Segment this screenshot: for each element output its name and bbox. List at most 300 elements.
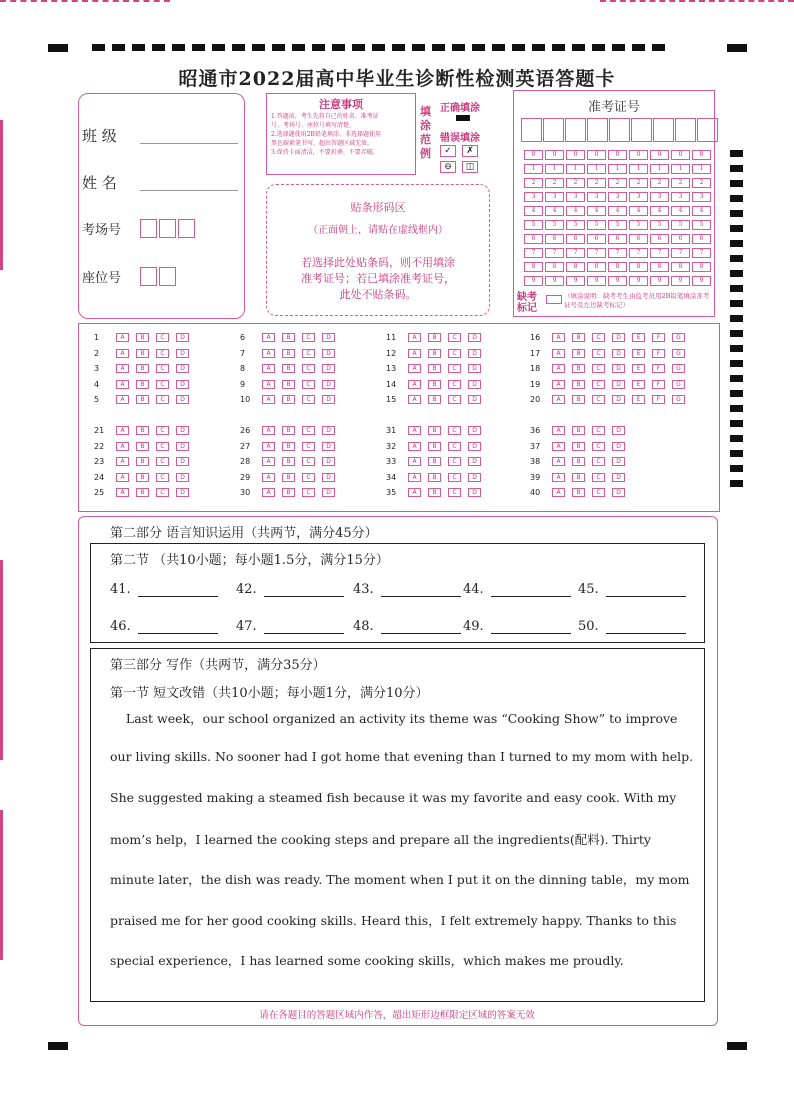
answer-blank-43[interactable] <box>381 596 461 597</box>
exam-id-bubble[interactable]: 9 <box>545 276 564 286</box>
option-c-bubble[interactable]: C <box>302 442 315 451</box>
option-a-bubble[interactable]: A <box>116 488 129 497</box>
option-d-bubble[interactable]: D <box>468 473 481 482</box>
option-d-bubble[interactable]: D <box>612 442 625 451</box>
exam-id-bubble[interactable]: 5 <box>545 220 564 230</box>
option-d-bubble[interactable]: D <box>612 426 625 435</box>
option-c-bubble[interactable]: C <box>592 364 605 373</box>
exam-id-bubble[interactable]: 3 <box>671 192 690 202</box>
exam-id-bubble[interactable]: 1 <box>545 164 564 174</box>
option-d-bubble[interactable]: D <box>322 333 335 342</box>
option-d-bubble[interactable]: D <box>468 395 481 404</box>
exam-id-bubble[interactable]: 6 <box>608 234 627 244</box>
option-a-bubble[interactable]: A <box>552 426 565 435</box>
exam-id-digit-box[interactable] <box>587 118 608 142</box>
option-a-bubble[interactable]: A <box>552 349 565 358</box>
option-d-bubble[interactable]: D <box>322 442 335 451</box>
exam-id-bubble[interactable]: 7 <box>608 248 627 258</box>
option-a-bubble[interactable]: A <box>552 395 565 404</box>
option-b-bubble[interactable]: B <box>136 349 149 358</box>
option-e-bubble[interactable]: E <box>632 364 645 373</box>
option-c-bubble[interactable]: C <box>302 473 315 482</box>
exam-id-digit-box[interactable] <box>631 118 652 142</box>
option-b-bubble[interactable]: B <box>282 333 295 342</box>
exam-id-bubble[interactable]: 8 <box>587 262 606 272</box>
option-b-bubble[interactable]: B <box>572 380 585 389</box>
option-c-bubble[interactable]: C <box>302 380 315 389</box>
option-e-bubble[interactable]: E <box>632 395 645 404</box>
option-a-bubble[interactable]: A <box>552 364 565 373</box>
option-d-bubble[interactable]: D <box>612 473 625 482</box>
option-b-bubble[interactable]: B <box>136 333 149 342</box>
seat-number-field[interactable] <box>140 266 178 286</box>
passage-line[interactable]: minute later，the dish was ready. The moment when I put it on the dinning table，my mom <box>110 872 690 888</box>
exam-id-bubble[interactable]: 1 <box>566 164 585 174</box>
exam-id-bubble[interactable]: 3 <box>545 192 564 202</box>
option-a-bubble[interactable]: A <box>116 364 129 373</box>
exam-id-bubble[interactable]: 0 <box>587 150 606 160</box>
option-c-bubble[interactable]: C <box>156 442 169 451</box>
option-a-bubble[interactable]: A <box>262 488 275 497</box>
option-a-bubble[interactable]: A <box>262 349 275 358</box>
exam-id-bubble[interactable]: 1 <box>608 164 627 174</box>
option-b-bubble[interactable]: B <box>428 349 441 358</box>
option-d-bubble[interactable]: D <box>468 442 481 451</box>
option-d-bubble[interactable]: D <box>612 457 625 466</box>
option-d-bubble[interactable]: D <box>468 426 481 435</box>
option-a-bubble[interactable]: A <box>262 426 275 435</box>
option-b-bubble[interactable]: B <box>282 395 295 404</box>
exam-id-bubble[interactable]: 8 <box>692 262 711 272</box>
passage-line[interactable]: She suggested making a steamed fish because it was my favorite and easy cook. With my <box>110 789 677 805</box>
option-a-bubble[interactable]: A <box>116 349 129 358</box>
answer-blank-47[interactable] <box>264 633 344 634</box>
option-a-bubble[interactable]: A <box>116 333 129 342</box>
exam-id-bubble[interactable]: 1 <box>587 164 606 174</box>
exam-id-bubble[interactable]: 3 <box>524 192 543 202</box>
option-d-bubble[interactable]: D <box>612 364 625 373</box>
exam-id-bubble[interactable]: 7 <box>566 248 585 258</box>
exam-id-bubble[interactable]: 0 <box>545 150 564 160</box>
option-c-bubble[interactable]: C <box>448 380 461 389</box>
room-number-field[interactable] <box>140 218 197 238</box>
exam-id-bubble[interactable]: 5 <box>629 220 648 230</box>
absent-mark-bubble[interactable] <box>546 295 562 304</box>
exam-id-bubble[interactable]: 1 <box>671 164 690 174</box>
option-b-bubble[interactable]: B <box>282 488 295 497</box>
option-g-bubble[interactable]: G <box>672 395 685 404</box>
exam-id-bubble[interactable]: 9 <box>671 276 690 286</box>
option-c-bubble[interactable]: C <box>302 364 315 373</box>
exam-id-bubble[interactable]: 2 <box>629 178 648 188</box>
exam-id-bubble[interactable]: 0 <box>608 150 627 160</box>
exam-id-bubble[interactable]: 2 <box>650 178 669 188</box>
option-d-bubble[interactable]: D <box>468 488 481 497</box>
option-b-bubble[interactable]: B <box>572 364 585 373</box>
option-c-bubble[interactable]: C <box>448 426 461 435</box>
option-d-bubble[interactable]: D <box>176 380 189 389</box>
exam-id-bubble[interactable]: 0 <box>671 150 690 160</box>
option-d-bubble[interactable]: D <box>468 457 481 466</box>
option-d-bubble[interactable]: D <box>322 426 335 435</box>
exam-id-digit-box[interactable] <box>675 118 696 142</box>
option-f-bubble[interactable]: F <box>652 364 665 373</box>
exam-id-bubble[interactable]: 0 <box>692 150 711 160</box>
option-c-bubble[interactable]: C <box>448 457 461 466</box>
option-b-bubble[interactable]: B <box>428 457 441 466</box>
exam-id-bubble[interactable]: 2 <box>692 178 711 188</box>
answer-blank-50[interactable] <box>606 633 686 634</box>
option-b-bubble[interactable]: B <box>136 426 149 435</box>
option-b-bubble[interactable]: B <box>282 442 295 451</box>
option-c-bubble[interactable]: C <box>156 395 169 404</box>
exam-id-bubble[interactable]: 5 <box>587 220 606 230</box>
option-a-bubble[interactable]: A <box>116 473 129 482</box>
exam-id-bubble[interactable]: 4 <box>671 206 690 216</box>
option-a-bubble[interactable]: A <box>408 349 421 358</box>
exam-id-bubble[interactable]: 3 <box>608 192 627 202</box>
exam-id-bubble[interactable]: 4 <box>692 206 711 216</box>
option-d-bubble[interactable]: D <box>176 426 189 435</box>
exam-id-bubble[interactable]: 0 <box>566 150 585 160</box>
exam-id-bubble[interactable]: 9 <box>587 276 606 286</box>
option-c-bubble[interactable]: C <box>592 457 605 466</box>
exam-id-bubble[interactable]: 4 <box>629 206 648 216</box>
option-g-bubble[interactable]: G <box>672 364 685 373</box>
option-a-bubble[interactable]: A <box>552 333 565 342</box>
passage-line[interactable]: special experience，I has learned some cooking skills，which makes me proudly. <box>110 952 624 968</box>
option-a-bubble[interactable]: A <box>262 442 275 451</box>
option-c-bubble[interactable]: C <box>592 395 605 404</box>
option-d-bubble[interactable]: D <box>176 349 189 358</box>
option-c-bubble[interactable]: C <box>592 442 605 451</box>
answer-blank-42[interactable] <box>264 596 344 597</box>
option-d-bubble[interactable]: D <box>176 333 189 342</box>
option-b-bubble[interactable]: B <box>428 473 441 482</box>
option-b-bubble[interactable]: B <box>428 442 441 451</box>
exam-id-bubble[interactable]: 9 <box>692 276 711 286</box>
option-a-bubble[interactable]: A <box>262 364 275 373</box>
option-b-bubble[interactable]: B <box>428 380 441 389</box>
option-c-bubble[interactable]: C <box>592 380 605 389</box>
option-c-bubble[interactable]: C <box>156 364 169 373</box>
exam-id-digit-box[interactable] <box>543 118 564 142</box>
exam-id-digit-box[interactable] <box>653 118 674 142</box>
question-number: 32 <box>386 441 397 451</box>
exam-id-bubble[interactable]: 8 <box>629 262 648 272</box>
exam-id-bubble[interactable]: 2 <box>524 178 543 188</box>
exam-id-digit-box[interactable] <box>697 118 718 142</box>
option-b-bubble[interactable]: B <box>282 426 295 435</box>
option-a-bubble[interactable]: A <box>262 395 275 404</box>
option-a-bubble[interactable]: A <box>262 457 275 466</box>
exam-id-bubble[interactable]: 5 <box>524 220 543 230</box>
option-c-bubble[interactable]: C <box>448 333 461 342</box>
option-c-bubble[interactable]: C <box>302 349 315 358</box>
option-c-bubble[interactable]: C <box>448 442 461 451</box>
option-d-bubble[interactable]: D <box>322 488 335 497</box>
option-d-bubble[interactable]: D <box>468 349 481 358</box>
exam-id-digit-box[interactable] <box>521 118 542 142</box>
exam-id-digit-box[interactable] <box>565 118 586 142</box>
answer-blank-44[interactable] <box>491 596 571 597</box>
option-c-bubble[interactable]: C <box>156 349 169 358</box>
class-field[interactable] <box>140 143 238 144</box>
exam-id-bubble[interactable]: 3 <box>587 192 606 202</box>
option-c-bubble[interactable]: C <box>156 457 169 466</box>
option-c-bubble[interactable]: C <box>592 426 605 435</box>
exam-id-bubble[interactable]: 2 <box>608 178 627 188</box>
option-f-bubble[interactable]: F <box>652 380 665 389</box>
option-b-bubble[interactable]: B <box>428 426 441 435</box>
exam-id-bubble[interactable]: 7 <box>587 248 606 258</box>
answer-blank-41[interactable] <box>138 596 218 597</box>
passage-line[interactable]: praised me for her good cooking skills. Heard this，I felt extremely happy. Thanks to this <box>110 912 677 928</box>
answer-blank-46[interactable] <box>138 633 218 634</box>
exam-id-bubble[interactable]: 9 <box>608 276 627 286</box>
option-b-bubble[interactable]: B <box>282 473 295 482</box>
exam-id-bubble[interactable]: 7 <box>545 248 564 258</box>
option-d-bubble[interactable]: D <box>468 364 481 373</box>
option-b-bubble[interactable]: B <box>282 364 295 373</box>
option-c-bubble[interactable]: C <box>156 333 169 342</box>
option-c-bubble[interactable]: C <box>156 488 169 497</box>
option-d-bubble[interactable]: D <box>468 333 481 342</box>
option-c-bubble[interactable]: C <box>302 488 315 497</box>
option-b-bubble[interactable]: B <box>136 473 149 482</box>
exam-id-bubble[interactable]: 6 <box>566 234 585 244</box>
exam-id-bubble[interactable]: 3 <box>692 192 711 202</box>
option-c-bubble[interactable]: C <box>448 473 461 482</box>
option-b-bubble[interactable]: B <box>572 457 585 466</box>
exam-id-bubble[interactable]: 1 <box>650 164 669 174</box>
passage-line[interactable]: our living skills. No sooner had I got home that evening than I turned to my mom with help. <box>110 749 694 765</box>
option-b-bubble[interactable]: B <box>572 426 585 435</box>
exam-id-bubble[interactable]: 4 <box>587 206 606 216</box>
option-d-bubble[interactable]: D <box>612 395 625 404</box>
option-d-bubble[interactable]: D <box>612 488 625 497</box>
exam-id-bubble[interactable]: 6 <box>587 234 606 244</box>
option-b-bubble[interactable]: B <box>428 395 441 404</box>
option-a-bubble[interactable]: A <box>116 380 129 389</box>
option-d-bubble[interactable]: D <box>322 457 335 466</box>
option-a-bubble[interactable]: A <box>408 395 421 404</box>
exam-id-bubble[interactable]: 6 <box>650 234 669 244</box>
option-a-bubble[interactable]: A <box>408 380 421 389</box>
exam-id-bubble[interactable]: 6 <box>671 234 690 244</box>
option-a-bubble[interactable]: A <box>116 442 129 451</box>
option-d-bubble[interactable]: D <box>468 380 481 389</box>
exam-id-write-boxes[interactable] <box>521 118 719 142</box>
option-c-bubble[interactable]: C <box>592 333 605 342</box>
option-b-bubble[interactable]: B <box>136 488 149 497</box>
option-c-bubble[interactable]: C <box>156 426 169 435</box>
exam-id-bubble[interactable]: 4 <box>524 206 543 216</box>
option-c-bubble[interactable]: C <box>592 473 605 482</box>
exam-id-bubble[interactable]: 4 <box>650 206 669 216</box>
option-c-bubble[interactable]: C <box>302 457 315 466</box>
passage-line[interactable]: Last week，our school organized an activity its theme was “Cooking Show” to improve <box>110 711 678 726</box>
option-b-bubble[interactable]: B <box>136 380 149 389</box>
exam-id-bubble[interactable]: 1 <box>524 164 543 174</box>
option-b-bubble[interactable]: B <box>282 349 295 358</box>
option-a-bubble[interactable]: A <box>116 457 129 466</box>
exam-id-bubble[interactable]: 8 <box>524 262 543 272</box>
option-a-bubble[interactable]: A <box>552 488 565 497</box>
exam-id-bubble[interactable]: 6 <box>629 234 648 244</box>
exam-id-bubble[interactable]: 6 <box>524 234 543 244</box>
option-a-bubble[interactable]: A <box>262 333 275 342</box>
option-b-bubble[interactable]: B <box>572 395 585 404</box>
exam-id-bubble[interactable]: 7 <box>629 248 648 258</box>
option-a-bubble[interactable]: A <box>408 426 421 435</box>
exam-id-bubble[interactable]: 9 <box>629 276 648 286</box>
exam-id-bubble[interactable]: 2 <box>671 178 690 188</box>
exam-id-bubble[interactable]: 2 <box>545 178 564 188</box>
exam-id-bubble[interactable]: 7 <box>671 248 690 258</box>
exam-id-bubble[interactable]: 7 <box>692 248 711 258</box>
exam-id-bubble[interactable]: 8 <box>671 262 690 272</box>
option-d-bubble[interactable]: D <box>176 473 189 482</box>
option-e-bubble[interactable]: E <box>632 349 645 358</box>
exam-id-bubble[interactable]: 8 <box>566 262 585 272</box>
option-b-bubble[interactable]: B <box>282 457 295 466</box>
option-b-bubble[interactable]: B <box>428 488 441 497</box>
exam-id-bubble[interactable]: 0 <box>629 150 648 160</box>
option-a-bubble[interactable]: A <box>408 333 421 342</box>
exam-id-bubble[interactable]: 5 <box>608 220 627 230</box>
option-a-bubble[interactable]: A <box>262 380 275 389</box>
exam-id-bubble[interactable]: 5 <box>566 220 585 230</box>
exam-id-bubble[interactable]: 5 <box>671 220 690 230</box>
exam-id-bubble[interactable]: 3 <box>566 192 585 202</box>
option-f-bubble[interactable]: F <box>652 395 665 404</box>
option-d-bubble[interactable]: D <box>322 395 335 404</box>
exam-id-bubble[interactable]: 8 <box>608 262 627 272</box>
exam-id-bubble[interactable]: 9 <box>566 276 585 286</box>
answer-blank-48[interactable] <box>381 633 461 634</box>
option-b-bubble[interactable]: B <box>572 333 585 342</box>
option-g-bubble[interactable]: G <box>672 380 685 389</box>
exam-id-bubble[interactable]: 3 <box>629 192 648 202</box>
option-d-bubble[interactable]: D <box>612 380 625 389</box>
option-e-bubble[interactable]: E <box>632 333 645 342</box>
option-a-bubble[interactable]: A <box>408 364 421 373</box>
option-a-bubble[interactable]: A <box>552 457 565 466</box>
exam-id-bubble[interactable]: 1 <box>629 164 648 174</box>
option-d-bubble[interactable]: D <box>322 380 335 389</box>
exam-id-bubble[interactable]: 3 <box>650 192 669 202</box>
name-field[interactable] <box>140 190 238 191</box>
option-d-bubble[interactable]: D <box>612 333 625 342</box>
option-c-bubble[interactable]: C <box>302 395 315 404</box>
option-a-bubble[interactable]: A <box>552 473 565 482</box>
option-c-bubble[interactable]: C <box>448 349 461 358</box>
exam-id-bubble[interactable]: 6 <box>545 234 564 244</box>
exam-id-bubble[interactable]: 8 <box>545 262 564 272</box>
exam-id-bubble[interactable]: 9 <box>650 276 669 286</box>
option-g-bubble[interactable]: G <box>672 333 685 342</box>
exam-id-bubble[interactable]: 9 <box>524 276 543 286</box>
option-b-bubble[interactable]: B <box>136 457 149 466</box>
option-b-bubble[interactable]: B <box>136 395 149 404</box>
option-a-bubble[interactable]: A <box>408 488 421 497</box>
option-a-bubble[interactable]: A <box>408 442 421 451</box>
option-b-bubble[interactable]: B <box>572 442 585 451</box>
option-b-bubble[interactable]: B <box>428 333 441 342</box>
option-c-bubble[interactable]: C <box>302 333 315 342</box>
option-f-bubble[interactable]: F <box>652 333 665 342</box>
option-c-bubble[interactable]: C <box>592 349 605 358</box>
option-c-bubble[interactable]: C <box>592 488 605 497</box>
option-c-bubble[interactable]: C <box>302 426 315 435</box>
exam-id-bubble[interactable]: 5 <box>692 220 711 230</box>
option-e-bubble[interactable]: E <box>632 380 645 389</box>
exam-id-bubble[interactable]: 0 <box>650 150 669 160</box>
option-b-bubble[interactable]: B <box>282 380 295 389</box>
exam-id-bubble[interactable]: 2 <box>566 178 585 188</box>
option-b-bubble[interactable]: B <box>136 442 149 451</box>
option-c-bubble[interactable]: C <box>448 364 461 373</box>
option-c-bubble[interactable]: C <box>156 473 169 482</box>
exam-id-bubble[interactable]: 8 <box>650 262 669 272</box>
option-a-bubble[interactable]: A <box>552 380 565 389</box>
option-b-bubble[interactable]: B <box>572 488 585 497</box>
option-d-bubble[interactable]: D <box>176 395 189 404</box>
option-a-bubble[interactable]: A <box>116 395 129 404</box>
exam-id-bubble-grid[interactable] <box>524 148 713 288</box>
answer-blank-49[interactable] <box>491 633 571 634</box>
option-c-bubble[interactable]: C <box>448 395 461 404</box>
option-b-bubble[interactable]: B <box>572 349 585 358</box>
option-g-bubble[interactable]: G <box>672 349 685 358</box>
option-a-bubble[interactable]: A <box>408 457 421 466</box>
option-b-bubble[interactable]: B <box>428 364 441 373</box>
answer-blank-45[interactable] <box>606 596 686 597</box>
exam-id-bubble[interactable]: 4 <box>566 206 585 216</box>
exam-id-bubble[interactable]: 7 <box>650 248 669 258</box>
option-d-bubble[interactable]: D <box>176 488 189 497</box>
exam-id-bubble[interactable]: 4 <box>608 206 627 216</box>
barcode-area[interactable] <box>266 184 490 316</box>
option-a-bubble[interactable]: A <box>262 473 275 482</box>
option-d-bubble[interactable]: D <box>176 364 189 373</box>
exam-id-bubble[interactable]: 6 <box>692 234 711 244</box>
option-d-bubble[interactable]: D <box>612 349 625 358</box>
option-b-bubble[interactable]: B <box>572 473 585 482</box>
option-a-bubble[interactable]: A <box>408 473 421 482</box>
option-f-bubble[interactable]: F <box>652 349 665 358</box>
option-a-bubble[interactable]: A <box>116 426 129 435</box>
exam-id-bubble[interactable]: 7 <box>524 248 543 258</box>
passage-line[interactable]: mom’s help，I learned the cooking steps and prepare all the ingredients(配料). Thirty <box>110 831 651 847</box>
exam-id-bubble[interactable]: 1 <box>692 164 711 174</box>
option-d-bubble[interactable]: D <box>322 349 335 358</box>
option-d-bubble[interactable]: D <box>176 442 189 451</box>
option-d-bubble[interactable]: D <box>322 364 335 373</box>
exam-id-bubble[interactable]: 5 <box>650 220 669 230</box>
option-a-bubble[interactable]: A <box>552 442 565 451</box>
option-c-bubble[interactable]: C <box>156 380 169 389</box>
option-d-bubble[interactable]: D <box>322 473 335 482</box>
exam-id-bubble[interactable]: 0 <box>524 150 543 160</box>
option-c-bubble[interactable]: C <box>448 488 461 497</box>
exam-id-bubble[interactable]: 4 <box>545 206 564 216</box>
option-b-bubble[interactable]: B <box>136 364 149 373</box>
option-d-bubble[interactable]: D <box>176 457 189 466</box>
exam-id-digit-box[interactable] <box>609 118 630 142</box>
exam-id-bubble[interactable]: 2 <box>587 178 606 188</box>
